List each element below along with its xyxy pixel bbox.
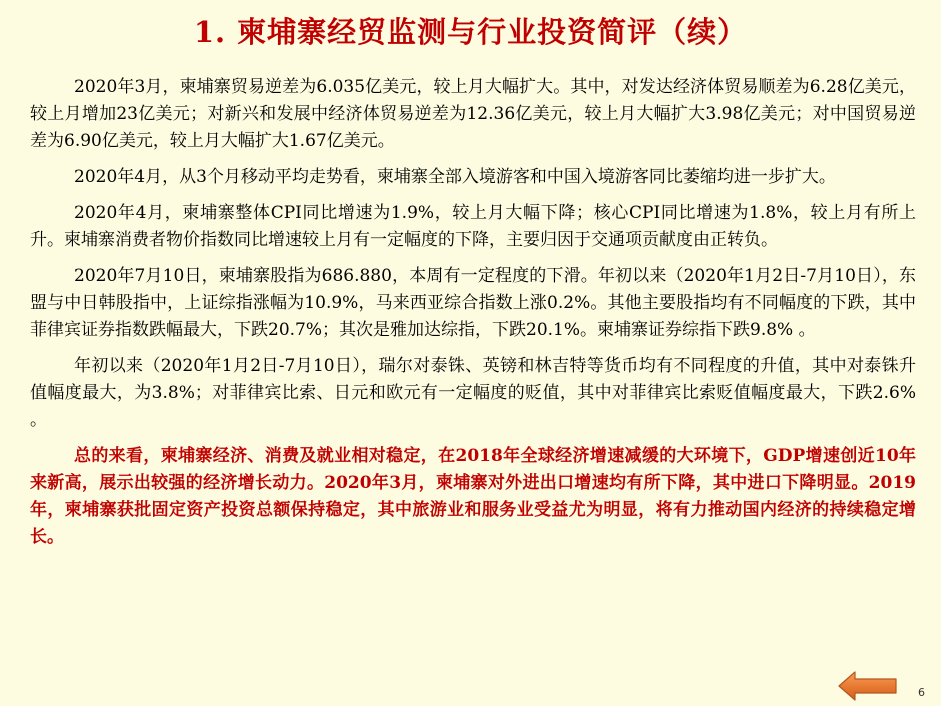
paragraph-tourism: 2020年4月，从3个月移动平均走势看，柬埔寨全部入境游客和中国入境游客同比萎缩均进一步扩大。 (74, 167, 836, 187)
arrow-left-icon (838, 671, 898, 701)
paragraph-exchange-rate: 年初以来（2020年1月2日-7月10日），瑞尔对泰铢、英镑和林吉特等货币均有不同程度的升值，其中对泰铢升值幅度最大，为3.8%；对菲律宾比索、日元和欧元有一定幅度的贬值，其中对菲律宾比索贬值幅度最大，下跌2.6% 。 (30, 356, 916, 430)
slide-title: 1. 柬埔寨经贸监测与行业投资简评（续） (193, 15, 748, 49)
paragraph-summary: 总的来看，柬埔寨经济、消费及就业相对稳定，在2018年全球经济增速减缓的大环境下，GDP增速创近10年来新高，展示出较强的经济增长动力。2020年3月，柬埔寨对外进出口增速均有所下降，其中进口下降明显。2019年，柬埔寨获批固定资产投资总额保持稳定，其中旅游业和服务业受益尤为明显，将有力推动国内经济的持续稳定增长。 (30, 446, 916, 547)
paragraph-stock-index: 2020年7月10日，柬埔寨股指为686.880，本周有一定程度的下滑。年初以来（2020年1月2日-7月10日），东盟与中日韩股指中，上证综指涨幅为10.9%，马来西亚综合指数上涨0.2%。其他主要股指均有不同幅度的下跌，其中菲律宾证券指数跌幅最大，下跌20.7%；其次是雅加达综指，下跌20.1%。柬埔寨证券综指下跌9.8% 。 (30, 266, 916, 340)
previous-slide-button[interactable] (838, 671, 898, 701)
slide-content (30, 74, 916, 560)
page-number: 6 (918, 686, 925, 699)
paragraph-cpi: 2020年4月，柬埔寨整体CPI同比增速为1.9%，较上月大幅下降；核心CPI同比增速为1.8%，较上月有所上升。柬埔寨消费者物价指数同比增速较上月有一定幅度的下降，主要归因于交通项贡献度由正转负。 (30, 203, 916, 250)
paragraph-trade-balance: 2020年3月，柬埔寨贸易逆差为6.035亿美元，较上月大幅扩大。其中，对发达经济体贸易顺差为6.28亿美元，较上月增加23亿美元；对新兴和发展中经济体贸易逆差为12.36亿美元，较上月大幅扩大3.98亿美元；对中国贸易逆差为6.90亿美元，较上月大幅扩大1.67亿美元。 (30, 77, 916, 151)
